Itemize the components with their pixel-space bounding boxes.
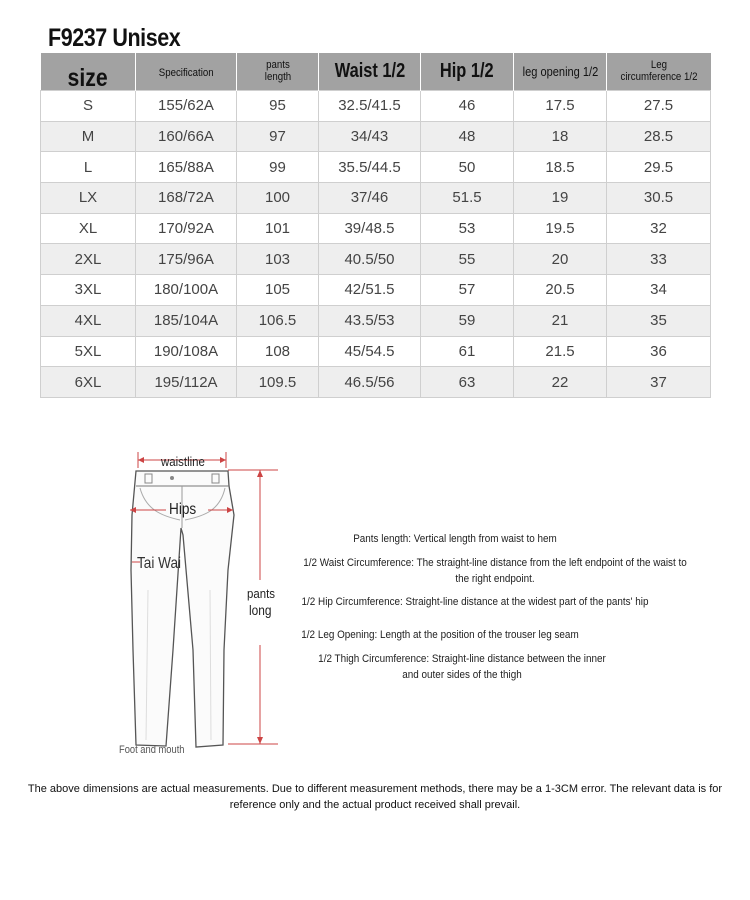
table-cell: 22 (514, 367, 607, 398)
header-hip: Hip 1/2 (421, 53, 514, 91)
table-row (41, 121, 711, 152)
table-cell: 109.5 (237, 367, 319, 398)
table-cell: 100 (237, 183, 319, 214)
header-specification: Specification (136, 53, 237, 91)
table-cell: 61 (421, 336, 514, 367)
table-row (41, 91, 711, 122)
table-cell: 4XL (41, 305, 136, 336)
table-cell: 99 (237, 152, 319, 183)
table-cell: 97 (237, 121, 319, 152)
table-cell: 46.5/56 (319, 367, 421, 398)
table-cell: 21.5 (514, 336, 607, 367)
table-cell: M (41, 121, 136, 152)
table-cell: 34/43 (319, 121, 421, 152)
table-cell: 34 (607, 275, 711, 306)
table-cell: 37 (607, 367, 711, 398)
header-pants-length: pants length (237, 53, 319, 91)
table-cell: 18.5 (514, 152, 607, 183)
table-cell: XL (41, 213, 136, 244)
table-cell: 63 (421, 367, 514, 398)
table-cell: 37/46 (319, 183, 421, 214)
table-cell: 28.5 (607, 121, 711, 152)
table-cell: L (41, 152, 136, 183)
pants-long-label-line1: pants (247, 586, 275, 601)
table-cell: 5XL (41, 336, 136, 367)
table-cell: 19.5 (514, 213, 607, 244)
table-header-row (41, 53, 711, 91)
hips-label: Hips (169, 501, 197, 518)
table-cell: 160/66A (136, 121, 237, 152)
table-cell: 50 (421, 152, 514, 183)
desc-hip: 1/2 Hip Circumference: Straight-line distance at the widest part of the pants' hip (301, 596, 649, 608)
table-cell: 40.5/50 (319, 244, 421, 275)
table-cell: 155/62A (136, 91, 237, 122)
table-cell: 195/112A (136, 367, 237, 398)
table-cell: 108 (237, 336, 319, 367)
page-title: F9237 Unisex (48, 24, 181, 52)
table-cell: 48 (421, 121, 514, 152)
table-cell: 20 (514, 244, 607, 275)
table-cell: 33 (607, 244, 711, 275)
table-cell: 55 (421, 244, 514, 275)
table-row (41, 367, 711, 398)
table-cell: 43.5/53 (319, 305, 421, 336)
table-cell: 45/54.5 (319, 336, 421, 367)
table-cell: 18 (514, 121, 607, 152)
table-cell: 185/104A (136, 305, 237, 336)
table-cell: 35.5/44.5 (319, 152, 421, 183)
table-cell: 21 (514, 305, 607, 336)
table-cell: 3XL (41, 275, 136, 306)
header-waist: Waist 1/2 (319, 53, 421, 91)
desc-thigh: 1/2 Thigh Circumference: Straight-line distance between the inner and outer sides of the thigh (318, 653, 606, 681)
pants-long-label-line2: long (249, 602, 272, 618)
table-cell: 32 (607, 213, 711, 244)
header-size: size (41, 53, 136, 91)
size-chart-table (40, 53, 711, 398)
table-cell: 53 (421, 213, 514, 244)
table-row (41, 152, 711, 183)
table-row (41, 336, 711, 367)
table-cell: 106.5 (237, 305, 319, 336)
table-cell: S (41, 91, 136, 122)
table-cell: 19 (514, 183, 607, 214)
desc-waist: 1/2 Waist Circumference: The straight-line distance from the left endpoint of the waist to the right endpoint. (303, 557, 687, 585)
table-cell: 180/100A (136, 275, 237, 306)
desc-leg-opening: 1/2 Leg Opening: Length at the position of the trouser leg seam (301, 629, 579, 641)
table-row (41, 305, 711, 336)
table-cell: 20.5 (514, 275, 607, 306)
table-cell: 17.5 (514, 91, 607, 122)
table-cell: 2XL (41, 244, 136, 275)
table-cell: 175/96A (136, 244, 237, 275)
header-leg-circumference: Leg circumference 1/2 (607, 53, 711, 91)
table-cell: 35 (607, 305, 711, 336)
table-cell: 57 (421, 275, 514, 306)
table-cell: 46 (421, 91, 514, 122)
table-cell: 103 (237, 244, 319, 275)
table-cell: 59 (421, 305, 514, 336)
table-cell: 95 (237, 91, 319, 122)
table-cell: 6XL (41, 367, 136, 398)
table-cell: 170/92A (136, 213, 237, 244)
table-cell: 30.5 (607, 183, 711, 214)
table-cell: 51.5 (421, 183, 514, 214)
tai-wai-label: Tai Wai (137, 555, 182, 572)
table-cell: 101 (237, 213, 319, 244)
table-cell: 29.5 (607, 152, 711, 183)
table-cell: LX (41, 183, 136, 214)
table-cell: 105 (237, 275, 319, 306)
table-cell: 165/88A (136, 152, 237, 183)
table-cell: 168/72A (136, 183, 237, 214)
table-cell: 36 (607, 336, 711, 367)
waistline-label: waistline (161, 454, 205, 469)
table-cell: 190/108A (136, 336, 237, 367)
header-leg-opening: leg opening 1/2 (514, 53, 607, 91)
desc-pants-length: Pants length: Vertical length from waist to hem (353, 533, 557, 545)
table-cell: 42/51.5 (319, 275, 421, 306)
pants-diagram (110, 440, 295, 765)
table-row (41, 244, 711, 275)
table-cell: 27.5 (607, 91, 711, 122)
table-row (41, 275, 711, 306)
table-row (41, 213, 711, 244)
table-cell: 39/48.5 (319, 213, 421, 244)
table-cell: 32.5/41.5 (319, 91, 421, 122)
table-row (41, 183, 711, 214)
foot-and-mouth-label: Foot and mouth (119, 744, 185, 756)
disclaimer-note: The above dimensions are actual measurements. Due to different measurement methods, there may be a 1-3CM error. The relevant data is for reference only and the actual product received shall prevail. (27, 783, 723, 811)
